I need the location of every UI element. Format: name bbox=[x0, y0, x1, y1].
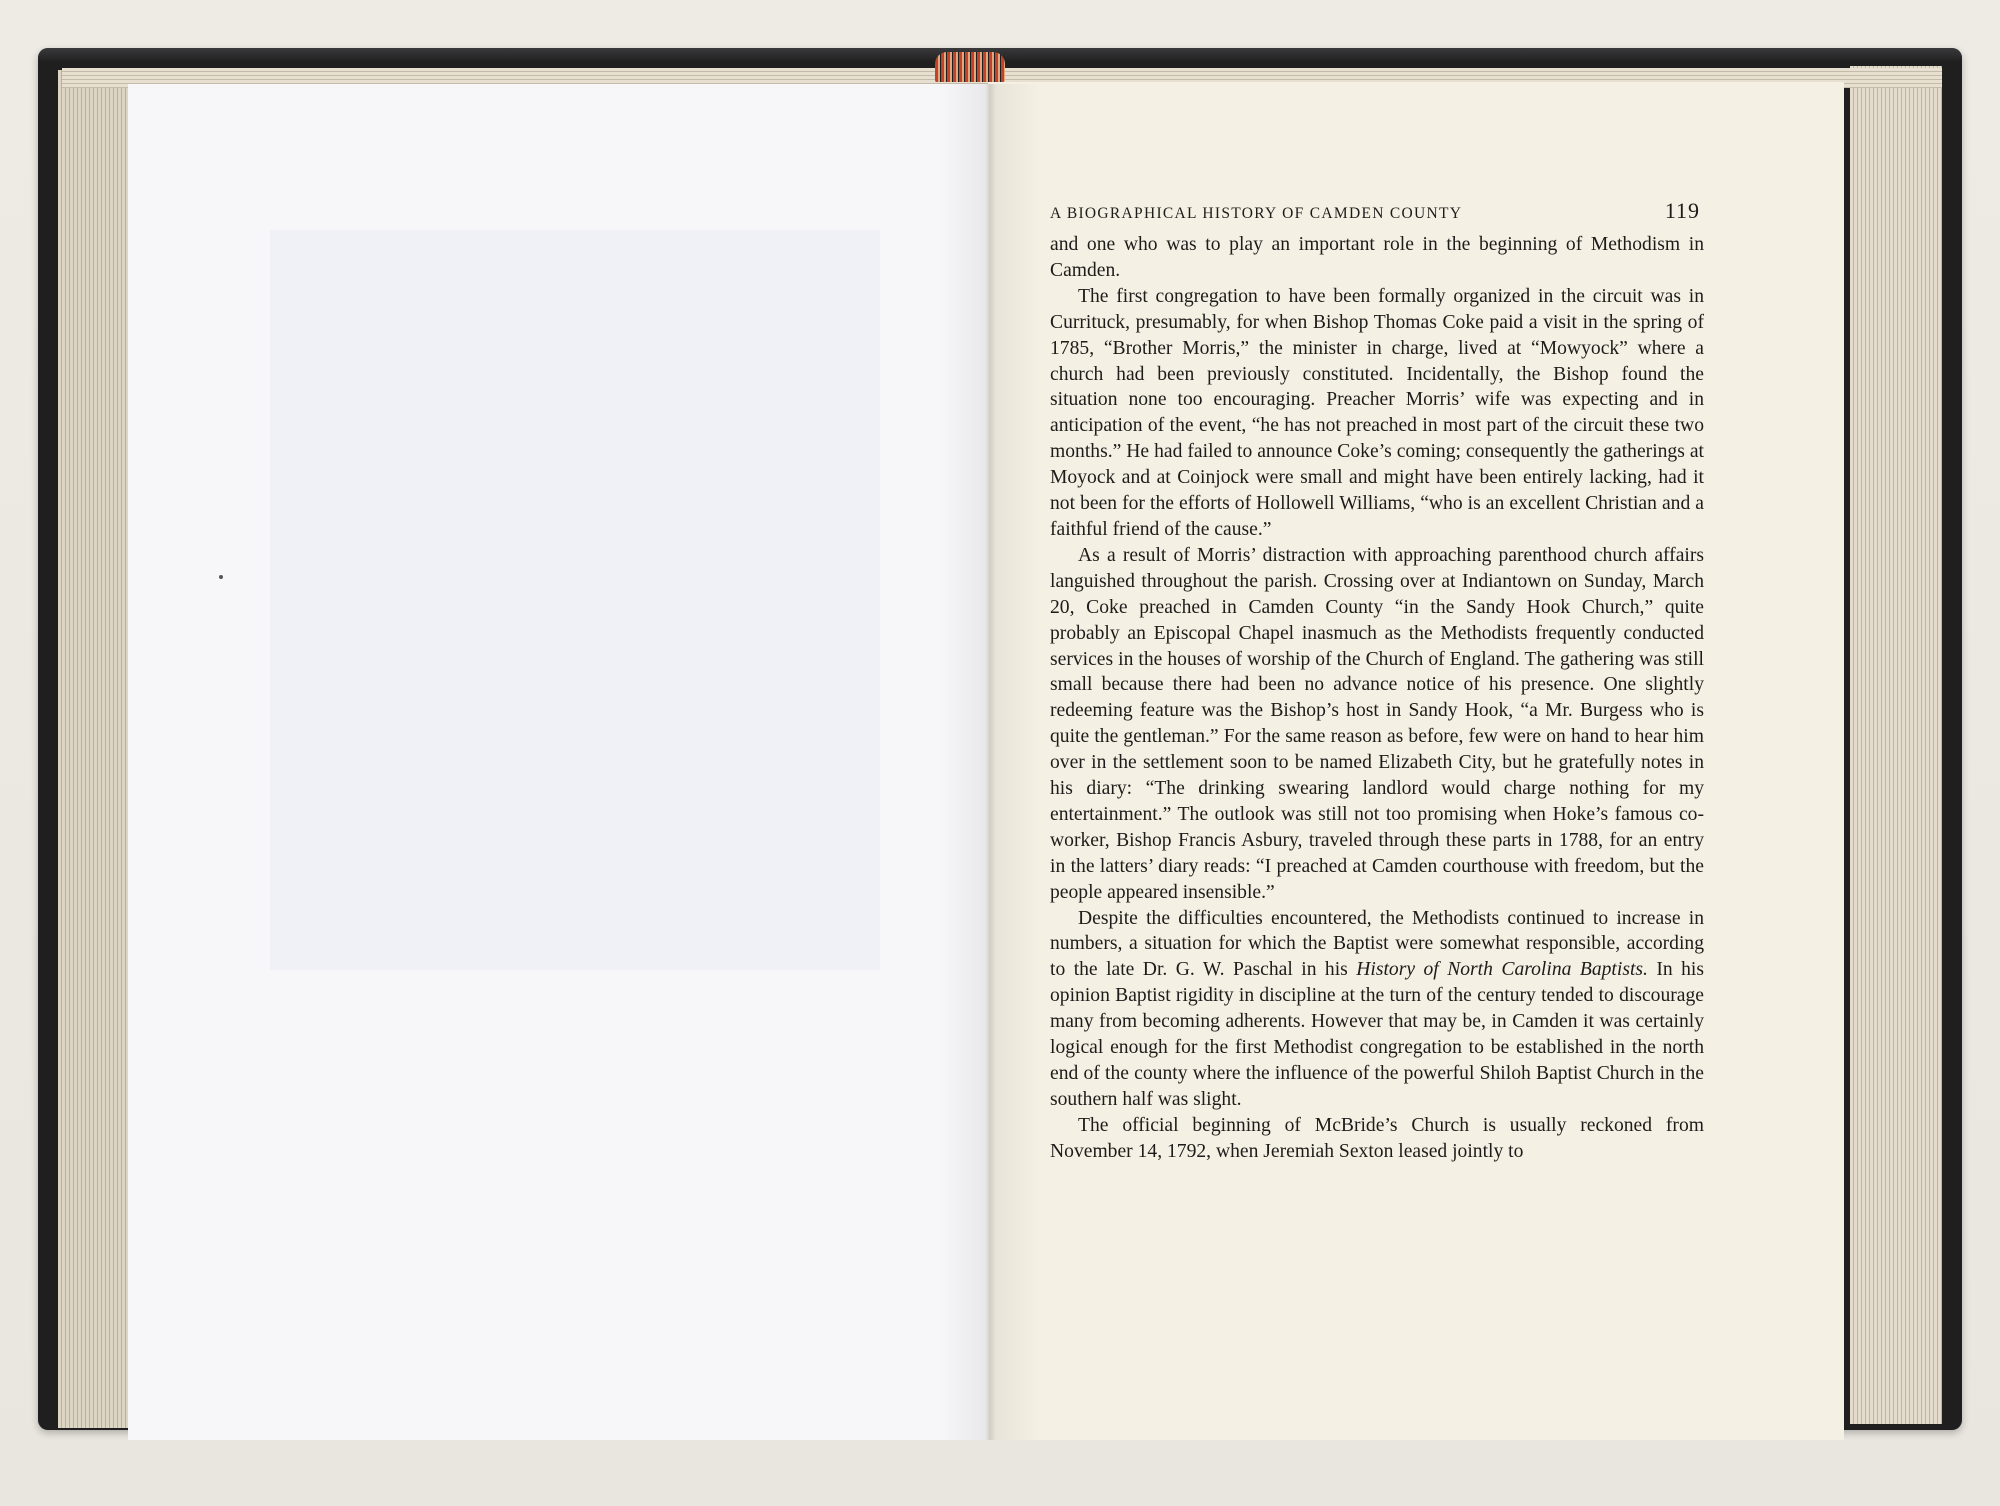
left-page-edges bbox=[58, 70, 128, 1428]
running-head-title: A BIOGRAPHICAL HISTORY OF CAMDEN COUNTY bbox=[1050, 205, 1463, 222]
show-through-image bbox=[270, 230, 880, 970]
paper-speck bbox=[219, 575, 223, 579]
headband bbox=[935, 52, 1005, 82]
book-gutter bbox=[940, 84, 1040, 1440]
running-head bbox=[1050, 198, 1704, 232]
body-text bbox=[1050, 232, 1704, 1165]
paragraph-text: and one who was to play an important role in the beginning of Methodism in Camden. bbox=[1050, 234, 1704, 281]
paragraph bbox=[1050, 1113, 1704, 1165]
paragraph bbox=[1050, 232, 1704, 284]
paragraph-text: The official beginning of McBride’s Church is usually reckoned from November 14, 1792, when Jeremiah Sexton leased jointly to bbox=[1050, 1114, 1704, 1162]
paragraph-text: The first congregation to have been formally organized in the circuit was in Currituck, presumably, for when Bishop Thomas Coke paid a visit in the spring of 1785, “Brother Morris,” the minister in charge, lived at “Mowyock” where a church had been previously constituted. Incidentally, the Bishop found the situation none too encouraging. Preacher Morris’ wife was expecting and in anticipation of the event, “he has not preached in most part of the circuit these two months.” He had failed to announce Coke’s coming; consequently the gatherings at Moyock and at Coinjock were small and might have been entirely lacking, had it not been for the efforts of Hollowell Williams, “who is an excellent Christian and a faithful friend of the cause.” bbox=[1050, 285, 1704, 540]
paragraph-text: Despite the difficulties encountered, the Methodists continued to increase in numbers, a situation for which the Baptist were somewhat responsible, according to the late Dr. G. W. Paschal in his bbox=[1050, 907, 1704, 981]
paragraph bbox=[1050, 284, 1704, 543]
paragraph-text: As a result of Morris’ distraction with approaching parenthood church affairs languished throughout the parish. Crossing over at Indiantown on Sunday, March 20, Coke preached in Camden County “in the Sandy Hook Church,” quite probably an Episcopal Chapel inasmuch as the Methodists frequently conducted services in the houses of worship of the Church of England. The gathering was still small because there had been no advance notice of his presence. One slightly redeeming feature was the Bishop’s host in Sandy Hook, “a Mr. Burgess who is quite the gentleman.” For the same reason as before, few were on hand to hear him over in the settlement soon to be named Elizabeth City, but he gratefully notes in his diary: “The drinking swearing landlord would charge nothing for my entertainment.” The outlook was still not too promising when Hoke’s famous co-worker, Bishop Francis Asbury, traveled through these parts in 1788, for an entry in the latters’ diary reads: “I preached at Camden courthouse with freedom, but the people appeared insensible.” bbox=[1050, 544, 1704, 903]
page-number: 119 bbox=[1664, 198, 1700, 223]
paragraph bbox=[1050, 543, 1704, 906]
page-text-block bbox=[1050, 198, 1704, 1165]
italic-title: History of North Carolina Baptists. bbox=[1356, 959, 1648, 981]
paragraph bbox=[1050, 906, 1704, 1113]
right-page-edges bbox=[1850, 66, 1942, 1424]
paragraph-text: In his opinion Baptist rigidity in discipline at the turn of the century tended to discourage many from becoming adherents. However that may be, in Camden it was certainly logical enough for the first Methodist congregation to be established in the north end of the county where the influence of the powerful Shiloh Baptist Church in the southern half was slight. bbox=[1050, 959, 1704, 1110]
